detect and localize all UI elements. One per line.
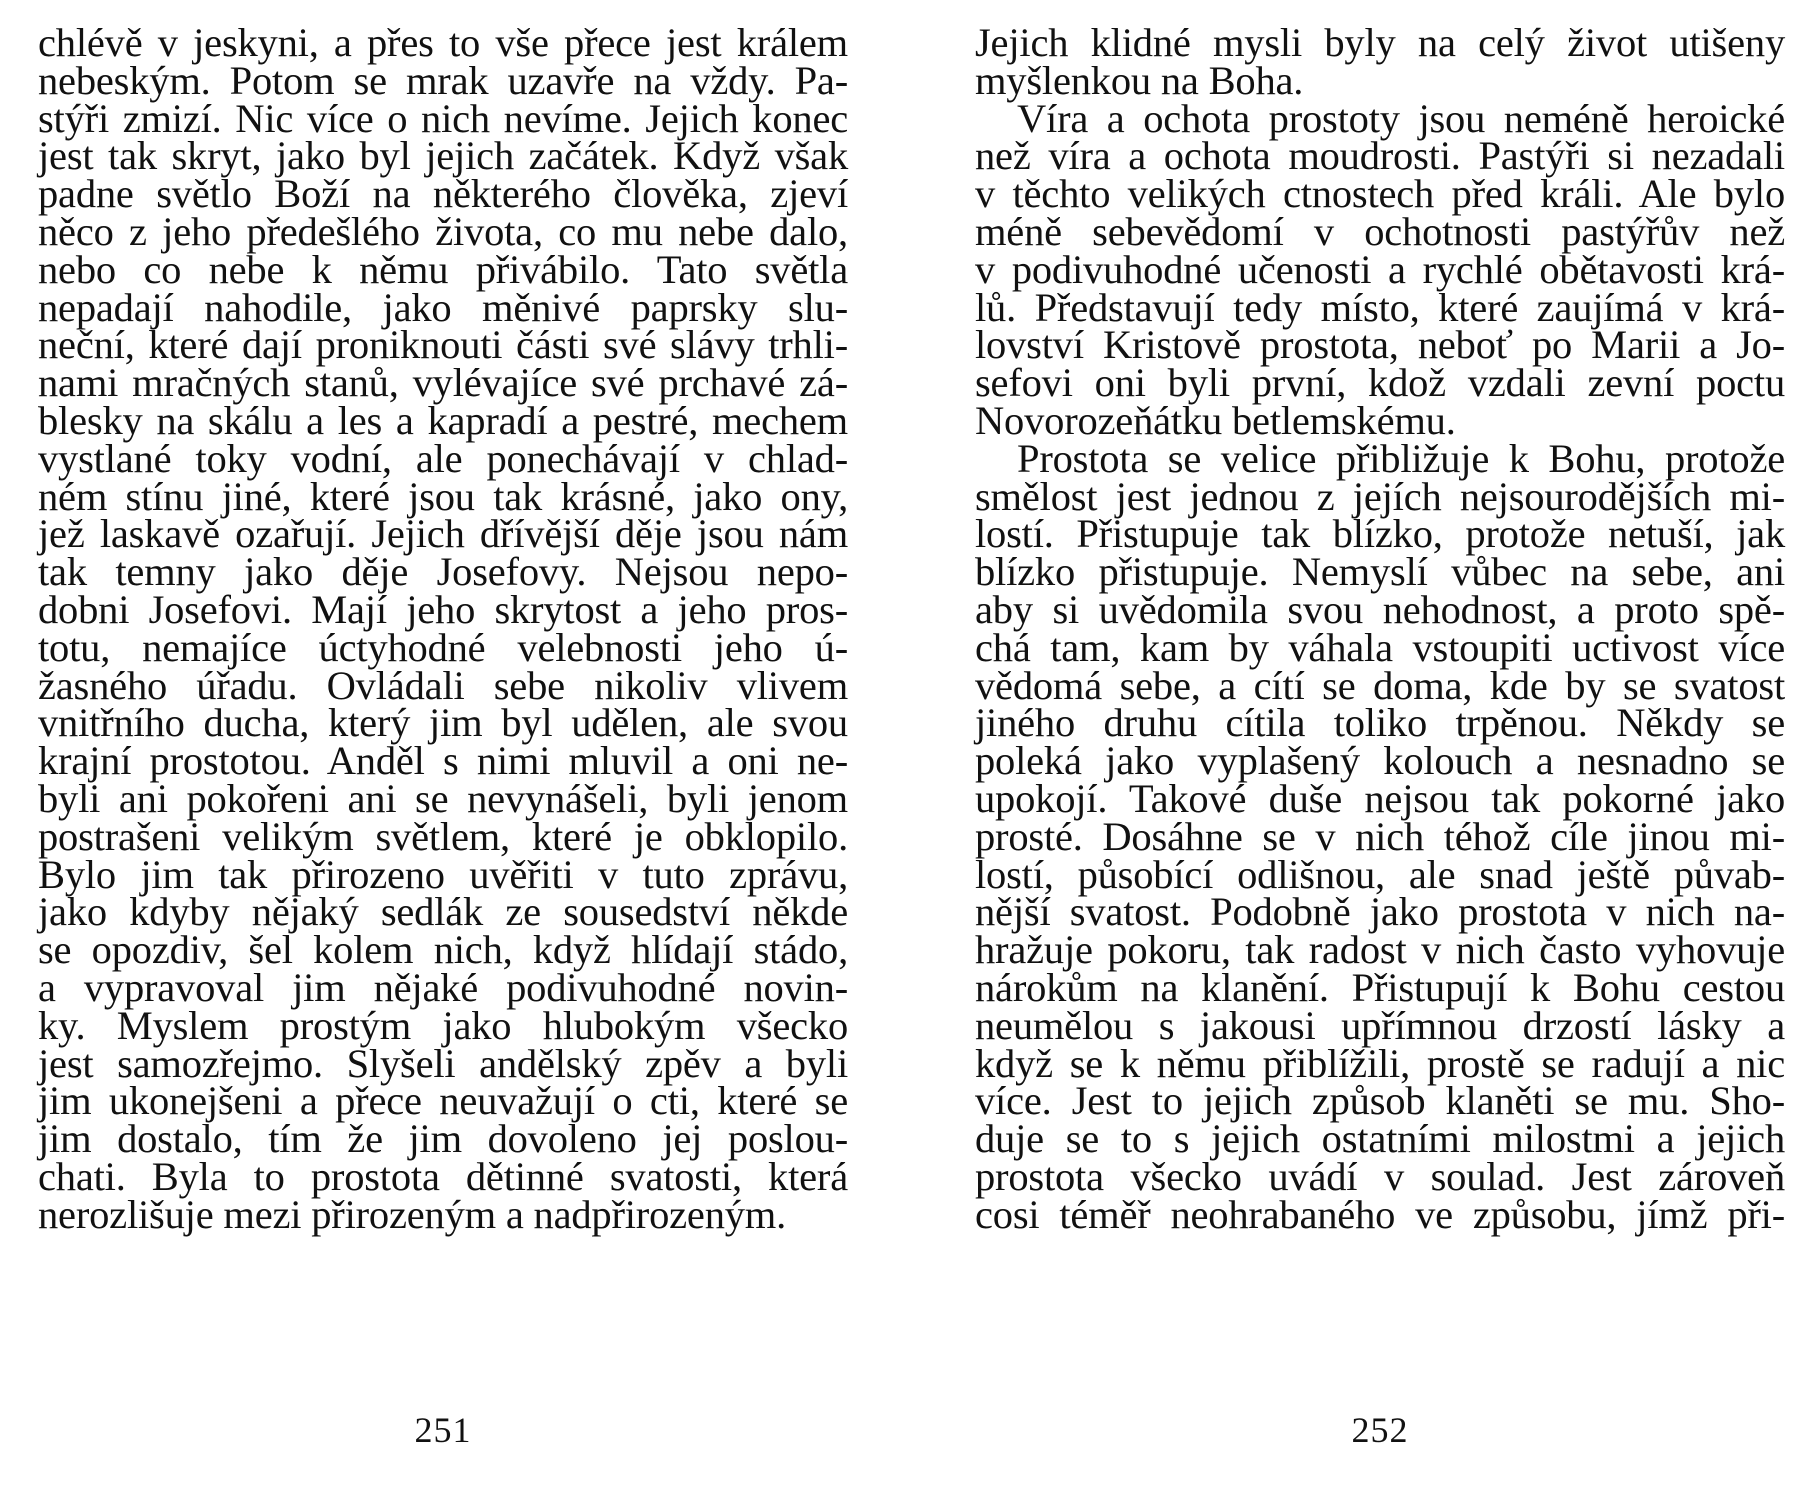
- text-line: poleká jako vyplašený kolouch a nesnadno se: [975, 738, 1785, 784]
- text-line: byli ani pokořeni ani se nevynášeli, byli jenom: [38, 775, 848, 821]
- text-line: vystlané toky vodní, ale ponechávají v chlad-: [38, 435, 848, 481]
- text-line: postrašeni velikým světlem, které je obklopilo.: [38, 813, 848, 859]
- left-page-text: [38, 20, 848, 1237]
- text-line: než víra a ochota moudrosti. Pastýři si nezadali: [975, 133, 1785, 179]
- text-line: smělost jest jednou z jejích nejsourodějších mi-: [975, 473, 1785, 519]
- text-line: chá tam, kam by váhala vstoupiti uctivost více: [975, 624, 1785, 670]
- text-line: žasného úřadu. Ovládali sebe nikoliv vlivem: [38, 662, 848, 708]
- text-line: duje se to s jejich ostatními milostmi a jejich: [975, 1116, 1785, 1162]
- text-line: lovství Kristově prostota, neboť po Marii a Jo-: [975, 322, 1785, 368]
- text-line: Novorozeňátku betlemskému.: [975, 397, 1456, 443]
- text-line: neumělou s jakousi upřímnou drzostí lásky a: [975, 1002, 1785, 1048]
- text-line: jim ukonejšeni a přece neuvažují o cti, které se: [38, 1078, 848, 1124]
- text-line: myšlenkou na Boha.: [975, 57, 1304, 103]
- text-line: něco z jeho předešlého života, co mu nebe dalo,: [38, 208, 848, 254]
- text-line: nebeským. Potom se mrak uzavře na vždy. Pa-: [38, 57, 848, 103]
- text-line: hražuje pokoru, tak radost v nich často vyhovuje: [975, 927, 1785, 973]
- text-line: Víra a ochota prostoty jsou neméně heroické: [1017, 95, 1785, 141]
- text-line: Jejich klidné mysli byly na celý život utišeny: [975, 20, 1785, 65]
- text-line: krajní prostotou. Anděl s nimi mluvil a oni ne-: [38, 738, 848, 784]
- text-line: jest samozřejmo. Slyšeli andělský zpěv a byli: [38, 1040, 848, 1086]
- text-line: nárokům na klanění. Přistupují k Bohu cestou: [975, 964, 1785, 1010]
- text-line: nami mračných stanů, vylévajíce své prchavé zá-: [38, 360, 848, 406]
- left-page: [38, 20, 848, 1450]
- text-line: prostota všecko uvádí v soulad. Jest zároveň: [975, 1153, 1785, 1199]
- text-line: v těchto velikých ctnostech před králi. Ale bylo: [975, 171, 1785, 217]
- text-line: blesky na skálu a les a kapradí a pestré, mechem: [38, 397, 848, 443]
- text-line: dobni Josefovi. Mají jeho skrytost a jeho pros-: [38, 586, 848, 632]
- text-line: méně sebevědomí v ochotnosti pastýřův než: [975, 208, 1785, 254]
- text-line: jež laskavě ozařují. Jejich dřívější děje jsou nám: [38, 511, 848, 557]
- text-line: totu, nemajíce úctyhodné velebnosti jeho ú-: [38, 624, 848, 670]
- text-line: chati. Byla to prostota dětinné svatosti, která: [38, 1153, 848, 1199]
- text-line: a vypravoval jim nějaké podivuhodné novin-: [38, 964, 848, 1010]
- text-line: nější svatost. Podobně jako prostota v nich na-: [975, 889, 1785, 935]
- text-line: nerozlišuje mezi přirozeným a nadpřirozeným.: [38, 1191, 787, 1237]
- text-line: blízko přistupuje. Nemyslí vůbec na sebe, ani: [975, 549, 1785, 595]
- text-line: v podivuhodné učenosti a rychlé obětavosti krá-: [975, 246, 1785, 292]
- text-line: nepadají nahodile, jako měnivé paprsky slu-: [38, 284, 848, 330]
- text-line: když se k němu přiblížili, prostě se radují a nic: [975, 1040, 1785, 1086]
- text-line: prosté. Dosáhne se v nich téhož cíle jinou mi-: [975, 813, 1785, 859]
- text-line: cosi téměř neohrabaného ve způsobu, jímž při-: [975, 1191, 1785, 1237]
- text-line: ném stínu jiné, které jsou tak krásné, jako ony,: [38, 473, 848, 519]
- text-line: jiného druhu cítila toliko trpěnou. Někdy se: [975, 700, 1785, 746]
- text-line: neční, které dají proniknouti části své slávy trhli-: [38, 322, 848, 368]
- text-line: lostí, působící odlišnou, ale snad ještě půvab-: [975, 851, 1785, 897]
- text-line: chlévě v jeskyni, a přes to vše přece jest králem: [38, 20, 848, 65]
- right-page: [975, 20, 1785, 1450]
- text-line: nebo co nebe k němu přivábilo. Tato světla: [38, 246, 848, 292]
- text-line: se opozdiv, šel kolem nich, když hlídají stádo,: [38, 927, 848, 973]
- text-line: padne světlo Boží na některého člověka, zjeví: [38, 171, 848, 217]
- text-line: jest tak skryt, jako byl jejich začátek. Když však: [38, 133, 848, 179]
- text-line: aby si uvědomila svou nehodnost, a proto spě-: [975, 586, 1785, 632]
- text-line: Prostota se velice přibližuje k Bohu, protože: [1017, 435, 1785, 481]
- text-line: sefovi oni byli první, kdož vzdali zevní poctu: [975, 360, 1785, 406]
- text-line: vědomá sebe, a cítí se doma, kde by se svatost: [975, 662, 1785, 708]
- text-line: Bylo jim tak přirozeno uvěřiti v tuto zprávu,: [38, 851, 848, 897]
- text-line: jako kdyby nějaký sedlák ze sousedství někde: [38, 889, 848, 935]
- text-line: lostí. Přistupuje tak blízko, protože netuší, jak: [975, 511, 1785, 557]
- text-line: vnitřního ducha, který jim byl udělen, ale svou: [38, 700, 848, 746]
- text-line: více. Jest to jejich způsob klaněti se mu. Sho-: [975, 1078, 1785, 1124]
- text-line: ky. Myslem prostým jako hlubokým všecko: [38, 1002, 848, 1048]
- right-page-text: [975, 20, 1785, 1237]
- text-line: upokojí. Takové duše nejsou tak pokorné jako: [975, 775, 1785, 821]
- page-number-left: 251: [414, 1410, 472, 1450]
- text-line: lů. Představují tedy místo, které zaujímá v krá-: [975, 284, 1785, 330]
- page-number-right: 252: [1351, 1410, 1409, 1450]
- text-line: jim dostalo, tím že jim dovoleno jej poslou-: [38, 1116, 848, 1162]
- text-line: stýři zmizí. Nic více o nich nevíme. Jejich konec: [38, 95, 848, 141]
- text-line: tak temny jako děje Josefovy. Nejsou nepo-: [38, 549, 848, 595]
